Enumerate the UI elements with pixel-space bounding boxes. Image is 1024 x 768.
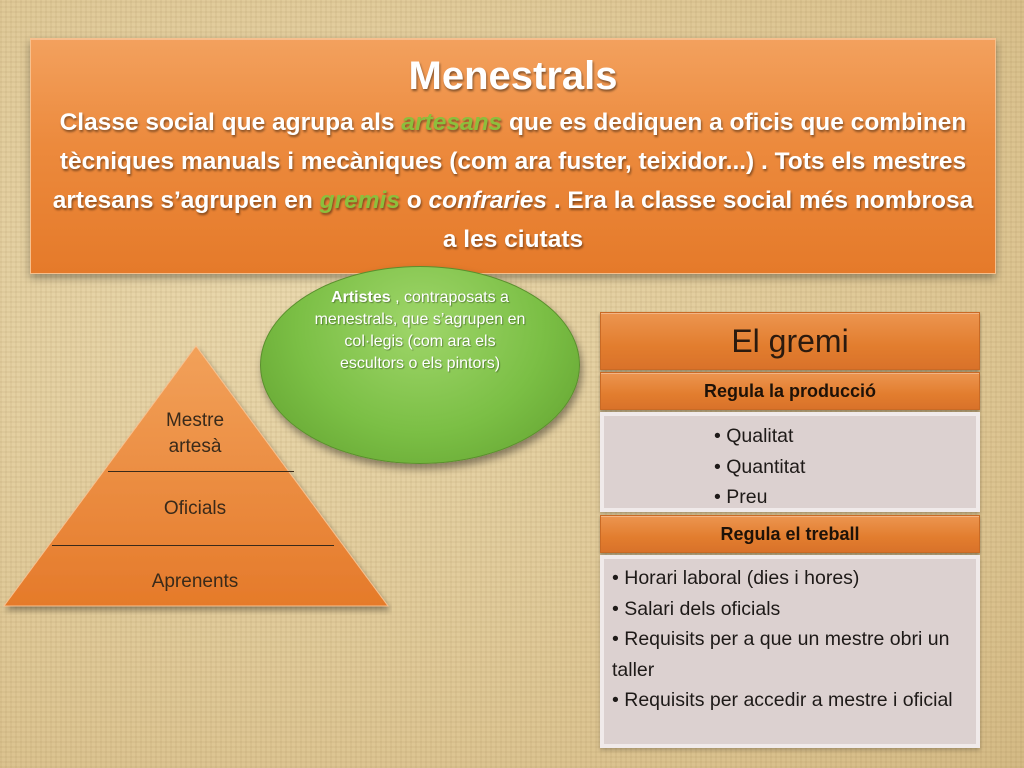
list-item: • Qualitat bbox=[714, 425, 794, 447]
list-item: • Requisits per a que un mestre obri un taller bbox=[612, 628, 950, 681]
list-item: • Quantitat bbox=[714, 455, 806, 478]
social-pyramid bbox=[0, 340, 392, 615]
page-title: Menestrals bbox=[408, 54, 618, 98]
desc-part-3: o bbox=[399, 187, 429, 214]
title-description bbox=[51, 103, 975, 259]
pyramid-divider-1 bbox=[108, 471, 294, 472]
gremi-title: El gremi bbox=[600, 312, 980, 370]
desc-part-2: que es dediquen a oficis que combinen tècniques manuals i mecàniques (com ara fuster, teixidor...) . Tots els mestres artesans s’agrupen en bbox=[52, 109, 967, 214]
title-banner bbox=[30, 38, 996, 274]
section-heading-treball: Regula el treball bbox=[600, 515, 980, 553]
pyramid-level-bottom: Aprenents bbox=[151, 571, 239, 592]
pyramid-level-middle: Oficials bbox=[163, 498, 227, 519]
produccio-list bbox=[600, 412, 980, 512]
list-item: • Requisits per accedir a mestre i oficial bbox=[612, 689, 953, 711]
list-item: • Horari laboral (dies i hores) bbox=[612, 567, 860, 589]
treball-list bbox=[600, 555, 980, 748]
list-item: • Preu bbox=[714, 486, 768, 508]
term-gremis: gremis bbox=[319, 187, 400, 214]
term-artesans: artesans bbox=[401, 109, 503, 136]
artistes-description: , contraposats a menestrals, que s’agrupen en col·legis (com ara els escultors o els pintors) bbox=[314, 289, 526, 372]
desc-part-1: Classe social que agrupa als bbox=[59, 109, 402, 136]
section-heading-produccio: Regula la producció bbox=[600, 372, 980, 410]
list-item: • Salari dels oficials bbox=[612, 597, 781, 620]
pyramid-level-top: Mestre artesà bbox=[165, 410, 225, 457]
desc-part-4: . Era la classe social més nombrosa a les ciutats bbox=[442, 187, 974, 253]
artistes-label: Artistes bbox=[331, 289, 391, 306]
term-confraries: confraries bbox=[428, 187, 548, 214]
pyramid-divider-2 bbox=[52, 545, 334, 546]
